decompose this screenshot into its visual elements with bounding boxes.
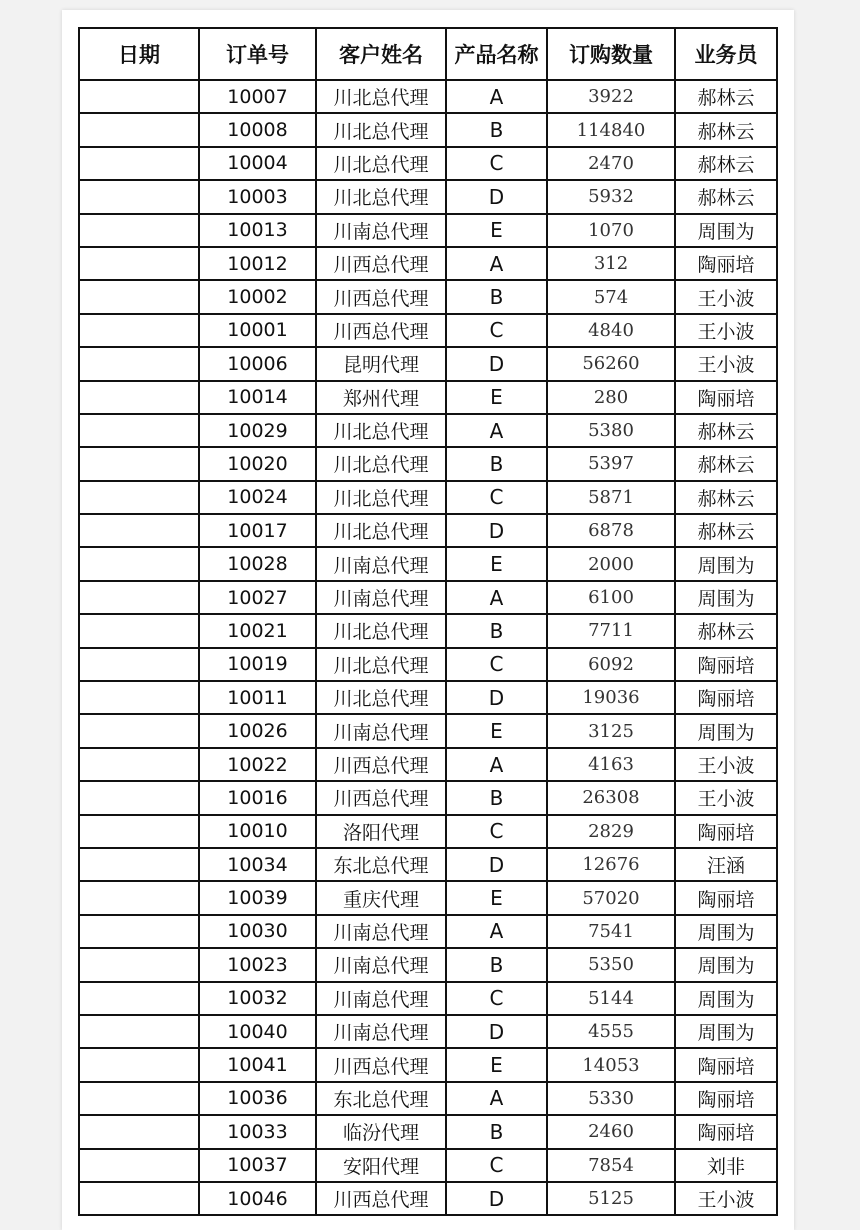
cell-order-id: 10034 [199,848,316,881]
table-row [79,815,777,848]
cell-customer-name: 川北总代理 [316,514,446,547]
cell-product-name: A [446,414,547,447]
cell-product-name: D [446,848,547,881]
cell-date [79,1115,199,1148]
header-product-name: 产品名称 [446,28,547,80]
cell-salesperson: 王小波 [675,1182,777,1215]
cell-product-name: A [446,80,547,113]
cell-order-id: 10037 [199,1149,316,1182]
cell-salesperson: 王小波 [675,314,777,347]
cell-order-id: 10028 [199,547,316,580]
cell-order-id: 10003 [199,180,316,213]
table-row [79,514,777,547]
cell-order-id: 10001 [199,314,316,347]
table-row [79,581,777,614]
header-date: 日期 [79,28,199,80]
table-row [79,113,777,146]
cell-salesperson: 郝林云 [675,614,777,647]
cell-product-name: D [446,1182,547,1215]
cell-product-name: C [446,147,547,180]
table-row [79,881,777,914]
cell-date [79,748,199,781]
cell-order-id: 10032 [199,982,316,1015]
cell-order-id: 10033 [199,1115,316,1148]
table-row [79,748,777,781]
cell-date [79,147,199,180]
cell-date [79,514,199,547]
cell-customer-name: 川南总代理 [316,714,446,747]
cell-customer-name: 郑州代理 [316,381,446,414]
cell-customer-name: 川西总代理 [316,247,446,280]
cell-order-qty: 4163 [547,748,675,781]
cell-date [79,1015,199,1048]
cell-product-name: B [446,781,547,814]
cell-product-name: D [446,180,547,213]
cell-product-name: E [446,1048,547,1081]
table-row [79,280,777,313]
cell-order-id: 10024 [199,481,316,514]
cell-order-qty: 5397 [547,447,675,480]
cell-salesperson: 郝林云 [675,180,777,213]
cell-product-name: D [446,1015,547,1048]
cell-product-name: D [446,347,547,380]
cell-customer-name: 洛阳代理 [316,815,446,848]
cell-order-qty: 6878 [547,514,675,547]
table-row [79,1048,777,1081]
cell-customer-name: 川西总代理 [316,748,446,781]
cell-customer-name: 川北总代理 [316,414,446,447]
cell-order-qty: 5144 [547,982,675,1015]
cell-order-qty: 2000 [547,547,675,580]
cell-order-qty: 280 [547,381,675,414]
cell-salesperson: 刘非 [675,1149,777,1182]
cell-date [79,848,199,881]
cell-order-id: 10010 [199,815,316,848]
table-row [79,547,777,580]
cell-order-qty: 5350 [547,948,675,981]
cell-order-id: 10004 [199,147,316,180]
cell-product-name: E [446,214,547,247]
cell-order-id: 10019 [199,648,316,681]
cell-order-qty: 4840 [547,314,675,347]
cell-customer-name: 川南总代理 [316,581,446,614]
cell-date [79,1048,199,1081]
cell-order-id: 10007 [199,80,316,113]
cell-salesperson: 周围为 [675,948,777,981]
cell-order-qty: 56260 [547,347,675,380]
table-row [79,714,777,747]
cell-customer-name: 川北总代理 [316,80,446,113]
cell-salesperson: 王小波 [675,748,777,781]
table-row [79,614,777,647]
cell-salesperson: 陶丽培 [675,381,777,414]
cell-salesperson: 郝林云 [675,80,777,113]
table-row [79,1149,777,1182]
cell-order-id: 10040 [199,1015,316,1048]
cell-order-qty: 3125 [547,714,675,747]
cell-salesperson: 周围为 [675,214,777,247]
cell-product-name: B [446,948,547,981]
cell-product-name: B [446,614,547,647]
cell-date [79,180,199,213]
cell-product-name: E [446,881,547,914]
table-row [79,180,777,213]
cell-order-qty: 6092 [547,648,675,681]
cell-product-name: D [446,681,547,714]
cell-product-name: E [446,714,547,747]
table-row [79,781,777,814]
cell-date [79,481,199,514]
table-row [79,481,777,514]
cell-salesperson: 周围为 [675,581,777,614]
cell-order-qty: 7541 [547,915,675,948]
cell-product-name: C [446,648,547,681]
cell-date [79,614,199,647]
cell-product-name: D [446,514,547,547]
cell-order-qty: 5330 [547,1082,675,1115]
cell-date [79,681,199,714]
cell-customer-name: 川西总代理 [316,781,446,814]
cell-customer-name: 川北总代理 [316,614,446,647]
cell-salesperson: 王小波 [675,280,777,313]
cell-customer-name: 昆明代理 [316,347,446,380]
cell-salesperson: 陶丽培 [675,1048,777,1081]
cell-product-name: C [446,314,547,347]
cell-salesperson: 陶丽培 [675,648,777,681]
table-row [79,247,777,280]
cell-salesperson: 郝林云 [675,481,777,514]
cell-customer-name: 临汾代理 [316,1115,446,1148]
cell-date [79,347,199,380]
cell-date [79,948,199,981]
cell-salesperson: 郝林云 [675,414,777,447]
cell-customer-name: 川南总代理 [316,982,446,1015]
cell-salesperson: 王小波 [675,347,777,380]
table-row [79,1115,777,1148]
cell-order-qty: 2470 [547,147,675,180]
orders-table [78,27,778,1216]
cell-salesperson: 郝林云 [675,514,777,547]
table-row [79,214,777,247]
cell-order-id: 10030 [199,915,316,948]
cell-product-name: A [446,1082,547,1115]
table-row [79,347,777,380]
cell-order-id: 10046 [199,1182,316,1215]
cell-salesperson: 王小波 [675,781,777,814]
cell-order-qty: 2460 [547,1115,675,1148]
cell-order-id: 10006 [199,347,316,380]
cell-customer-name: 川西总代理 [316,314,446,347]
cell-date [79,314,199,347]
cell-order-id: 10026 [199,714,316,747]
table-row [79,147,777,180]
cell-order-qty: 574 [547,280,675,313]
cell-order-qty: 14053 [547,1048,675,1081]
cell-customer-name: 川北总代理 [316,180,446,213]
cell-order-qty: 7854 [547,1149,675,1182]
cell-date [79,414,199,447]
table-row [79,381,777,414]
header-customer-name: 客户姓名 [316,28,446,80]
cell-customer-name: 安阳代理 [316,1149,446,1182]
cell-date [79,280,199,313]
cell-order-qty: 5932 [547,180,675,213]
cell-salesperson: 陶丽培 [675,681,777,714]
cell-date [79,815,199,848]
cell-product-name: A [446,748,547,781]
cell-date [79,447,199,480]
table-row [79,80,777,113]
cell-date [79,80,199,113]
cell-customer-name: 川北总代理 [316,481,446,514]
table-row [79,1082,777,1115]
cell-order-qty: 12676 [547,848,675,881]
cell-product-name: B [446,280,547,313]
table-row [79,314,777,347]
cell-date [79,581,199,614]
cell-date [79,915,199,948]
cell-customer-name: 川北总代理 [316,147,446,180]
cell-salesperson: 陶丽培 [675,1082,777,1115]
cell-salesperson: 周围为 [675,547,777,580]
cell-order-id: 10012 [199,247,316,280]
cell-order-qty: 1070 [547,214,675,247]
cell-date [79,781,199,814]
cell-date [79,113,199,146]
cell-order-qty: 19036 [547,681,675,714]
cell-order-qty: 3922 [547,80,675,113]
cell-salesperson: 郝林云 [675,113,777,146]
cell-customer-name: 川北总代理 [316,447,446,480]
cell-order-id: 10008 [199,113,316,146]
cell-order-qty: 57020 [547,881,675,914]
cell-date [79,648,199,681]
cell-product-name: C [446,982,547,1015]
cell-date [79,714,199,747]
cell-order-id: 10017 [199,514,316,547]
cell-date [79,1082,199,1115]
cell-order-qty: 2829 [547,815,675,848]
cell-order-qty: 26308 [547,781,675,814]
table-row [79,948,777,981]
cell-order-id: 10039 [199,881,316,914]
cell-customer-name: 川北总代理 [316,648,446,681]
cell-date [79,881,199,914]
cell-customer-name: 川西总代理 [316,1048,446,1081]
cell-date [79,381,199,414]
cell-order-qty: 5871 [547,481,675,514]
cell-customer-name: 川南总代理 [316,547,446,580]
cell-product-name: B [446,1115,547,1148]
cell-salesperson: 周围为 [675,915,777,948]
cell-customer-name: 川西总代理 [316,1182,446,1215]
table-row [79,1182,777,1215]
cell-order-id: 10023 [199,948,316,981]
table-row [79,848,777,881]
cell-salesperson: 汪涵 [675,848,777,881]
cell-product-name: E [446,381,547,414]
cell-order-id: 10002 [199,280,316,313]
cell-salesperson: 陶丽培 [675,1115,777,1148]
cell-salesperson: 郝林云 [675,447,777,480]
cell-customer-name: 重庆代理 [316,881,446,914]
header-row [79,28,777,80]
cell-order-id: 10014 [199,381,316,414]
cell-product-name: C [446,1149,547,1182]
cell-order-id: 10036 [199,1082,316,1115]
cell-order-qty: 4555 [547,1015,675,1048]
cell-order-id: 10020 [199,447,316,480]
cell-date [79,1182,199,1215]
cell-order-id: 10022 [199,748,316,781]
cell-customer-name: 川南总代理 [316,1015,446,1048]
header-salesperson: 业务员 [675,28,777,80]
table-row [79,414,777,447]
cell-order-qty: 7711 [547,614,675,647]
cell-salesperson: 陶丽培 [675,881,777,914]
cell-date [79,982,199,1015]
header-order-id: 订单号 [199,28,316,80]
table-row [79,982,777,1015]
cell-order-qty: 5125 [547,1182,675,1215]
document-page [62,10,794,1230]
cell-order-id: 10021 [199,614,316,647]
table-row [79,681,777,714]
cell-salesperson: 陶丽培 [675,247,777,280]
cell-customer-name: 川南总代理 [316,915,446,948]
cell-salesperson: 陶丽培 [675,815,777,848]
cell-salesperson: 周围为 [675,714,777,747]
cell-salesperson: 郝林云 [675,147,777,180]
cell-customer-name: 东北总代理 [316,848,446,881]
cell-date [79,214,199,247]
header-order-qty: 订购数量 [547,28,675,80]
cell-order-id: 10027 [199,581,316,614]
cell-product-name: A [446,247,547,280]
cell-customer-name: 东北总代理 [316,1082,446,1115]
cell-product-name: C [446,815,547,848]
cell-order-qty: 312 [547,247,675,280]
cell-customer-name: 川北总代理 [316,681,446,714]
table-row [79,648,777,681]
table-row [79,447,777,480]
cell-order-qty: 5380 [547,414,675,447]
cell-product-name: B [446,447,547,480]
cell-order-qty: 114840 [547,113,675,146]
cell-product-name: A [446,581,547,614]
cell-product-name: E [446,547,547,580]
cell-order-id: 10041 [199,1048,316,1081]
cell-customer-name: 川西总代理 [316,280,446,313]
table-row [79,1015,777,1048]
cell-order-id: 10011 [199,681,316,714]
cell-customer-name: 川南总代理 [316,948,446,981]
cell-order-id: 10013 [199,214,316,247]
cell-date [79,1149,199,1182]
cell-order-id: 10016 [199,781,316,814]
cell-product-name: A [446,915,547,948]
cell-date [79,247,199,280]
cell-salesperson: 周围为 [675,982,777,1015]
cell-salesperson: 周围为 [675,1015,777,1048]
cell-order-id: 10029 [199,414,316,447]
cell-order-qty: 6100 [547,581,675,614]
cell-customer-name: 川南总代理 [316,214,446,247]
cell-product-name: B [446,113,547,146]
cell-product-name: C [446,481,547,514]
cell-date [79,547,199,580]
cell-customer-name: 川北总代理 [316,113,446,146]
table-row [79,915,777,948]
